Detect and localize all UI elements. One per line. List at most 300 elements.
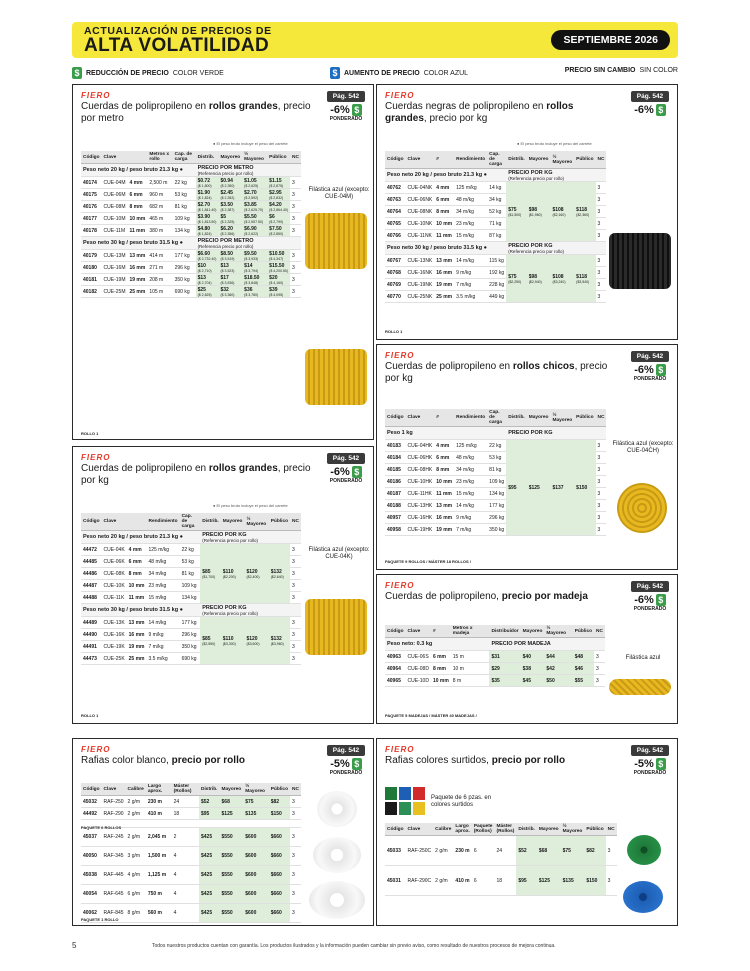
banner-title: ALTA VOLATILIDAD: [84, 35, 270, 56]
price-cell: $40: [521, 651, 545, 663]
product-key: RAF-445: [102, 866, 126, 885]
diameter: 4 mm: [434, 182, 454, 194]
product-code: 40181: [81, 274, 102, 286]
discount-badge: Pág. 542 -6% $ PONDERADO: [631, 351, 669, 382]
price-cell: $68: [220, 796, 244, 808]
price-cell: $68: [537, 836, 561, 866]
section-row: [385, 169, 606, 182]
yield: 125 m/kg: [454, 182, 487, 194]
price-cell: $15.50 ($ 4,200.50): [269, 262, 289, 273]
product-code: 40188: [385, 500, 406, 512]
nc-value: 3: [290, 592, 301, 604]
product-code: 40763: [385, 194, 406, 206]
product-key: RAF-290C: [406, 866, 434, 896]
panel-madeja: [376, 574, 678, 724]
product-code: 40054: [81, 885, 102, 904]
fiero-logo: FIERO: [385, 91, 415, 100]
panel-negras-rollos-grandes: [376, 84, 678, 340]
section-row: [385, 242, 606, 255]
diameter: 10 mm: [127, 213, 147, 225]
nc-value: 3: [290, 629, 301, 641]
diameter: 13 mm: [434, 500, 454, 512]
gauge: 3 g/m: [126, 847, 146, 866]
nc-value: 3: [290, 580, 301, 592]
product-code: 45031: [385, 866, 406, 896]
product-key: CUE-16M: [102, 262, 128, 274]
meters: 414 m: [147, 250, 172, 262]
color-swatches: [385, 787, 427, 817]
price-cell: $425: [199, 866, 220, 885]
nc-value: 3: [290, 641, 301, 653]
table-row: [81, 213, 301, 225]
product-caption: Filástica azul (excepto: CUE-04CH): [612, 441, 674, 454]
product-key: CUE-11K: [102, 592, 127, 604]
price-cell: $39 ($ 4,095): [267, 286, 290, 298]
yield: 9 m/kg: [454, 512, 487, 524]
green-dollar-icon: $: [656, 364, 666, 376]
table-row: [81, 796, 301, 808]
diameter: 16 mm: [434, 512, 454, 524]
product-code: 40964: [385, 663, 406, 675]
yield: 3.5 m/kg: [454, 291, 487, 303]
yield: 125 m/kg: [147, 544, 180, 556]
product-key: CUE-06NK: [406, 194, 435, 206]
yield: 14 m/kg: [454, 255, 487, 267]
nc-value: 3: [290, 653, 301, 665]
panel-rollos-grandes-kg: [72, 446, 374, 724]
gauge: 6 g/m: [126, 885, 146, 904]
price-cell: $125: [220, 808, 244, 820]
header-banner: [72, 22, 678, 58]
fiero-logo: FIERO: [81, 745, 111, 754]
diameter: 8 mm: [434, 206, 454, 218]
price-cell: $13 ($ 3,523): [218, 262, 242, 274]
price-cell: $45: [521, 675, 545, 687]
green-dollar-icon: $: [352, 758, 362, 770]
yield: 3.5 m/kg: [147, 653, 180, 665]
page-ref[interactable]: Pág. 542: [631, 91, 669, 102]
price-cell: $31: [489, 651, 520, 663]
master-qty: 4: [172, 847, 199, 866]
price-cell: $95: [199, 808, 220, 820]
product-key: CUE-10K: [102, 580, 127, 592]
nc-value: 3: [290, 828, 301, 847]
product-key: RAF-250C: [406, 836, 434, 866]
capacity: 177 kg: [180, 617, 201, 629]
product-code: 40963: [385, 651, 406, 663]
price-cell: $10 ($ 2,710): [196, 262, 219, 274]
product-key: CUE-19HK: [406, 524, 435, 536]
diameter: 19 mm: [434, 524, 454, 536]
green-dollar-icon: $: [352, 104, 362, 116]
product-key: CUE-10NK: [406, 218, 435, 230]
product-key: RAF-245: [102, 828, 126, 847]
product-key: CUE-08K: [102, 568, 127, 580]
capacity: 296 kg: [487, 512, 506, 524]
product-code: 40767: [385, 255, 406, 267]
capacity: 109 kg: [487, 476, 506, 488]
yield: 48 m/kg: [454, 194, 487, 206]
capacity: 134 kg: [180, 592, 201, 604]
panel-rafias-blanco: [72, 738, 374, 926]
table-row: [81, 189, 301, 201]
price-cell: $35: [489, 675, 520, 687]
nc-value: 3: [290, 885, 301, 904]
product-key: CUE-08D: [406, 663, 431, 675]
price-cell: $108 ($3,240): [550, 255, 574, 303]
price-table: Código Clave # Rendimiento Cap. de carga Distrib. Mayoreo ½ Mayoreo Público NC Peso 1 kg PRECIO POR KG 40183 CUE-04HK 4 mm 125 m/kg 22 kg $95 $125 $137 $150 3 40184 CUE-06HK 6 mm 48 m/kg 53 kg 3 40185 CUE-08HK 8 mm 34 m/kg 81 kg 3 40186 CUE-10HK 10 mm 23 m/kg 109 kg 3 40187 CUE-11HK 11 mm 15 m/kg 134 kg 3 40188 CUE-13HK 13 mm 14 m/kg 177 kg 3 40957 CUE-16HK 16 mm 9 m/kg 296 kg 3 40958 CUE-19HK 19 mm 7 m/kg 350 kg 3: [385, 409, 606, 536]
diameter: 10 mm: [434, 476, 454, 488]
product-code: 40178: [81, 225, 102, 237]
capacity: 81 kg: [173, 201, 196, 213]
page-ref[interactable]: Pág. 542: [327, 453, 365, 464]
capacity: 87 kg: [487, 230, 506, 242]
diameter: 19 mm: [127, 274, 147, 286]
gauge: 2 g/m: [433, 836, 453, 866]
master-qty: 4: [172, 904, 199, 923]
meters: 271 m: [147, 262, 172, 274]
yield: 15 m/kg: [147, 592, 180, 604]
price-table: Código Clave Calibre Largo aprox. Paquete (Rollos) Máster (Rollos) Distrib. Mayoreo ½ Mayoreo Público NC 45033 RAF-250C 2 g/m 230 m 6 24 $52 $68 $75 $82 3 45031 RAF-290C 2 g/m 410 m 6 18 $95 $125 $135 $150 3: [385, 823, 617, 896]
price-cell: $132 ($2,640): [269, 544, 290, 604]
diameter: 6 mm: [127, 556, 147, 568]
legend-increase: $ AUMENTO DE PRECIO COLOR AZUL: [330, 67, 468, 79]
product-code: 45032: [81, 796, 102, 808]
nc-value: 3: [596, 500, 607, 512]
table-row: [81, 847, 301, 866]
length: 750 m: [146, 885, 172, 904]
diameter: 13 mm: [127, 617, 147, 629]
price-cell: $48: [573, 651, 594, 663]
table-row: [385, 182, 606, 194]
product-key: RAF-250: [102, 796, 126, 808]
green-dollar-icon: $: [656, 758, 666, 770]
capacity: 296 kg: [180, 629, 201, 641]
price-cell: $1.90 ($ 1,824): [196, 189, 219, 201]
nc-value: 3: [596, 218, 607, 230]
nc-value: 3: [596, 476, 607, 488]
product-code: 44490: [81, 629, 102, 641]
master-qty: 18: [172, 808, 199, 820]
product-key: CUE-06HK: [406, 452, 435, 464]
page-ref[interactable]: Pág. 542: [631, 745, 669, 756]
yield: 7 m/kg: [454, 524, 487, 536]
discount-badge: Pág. 542 -6% $ PONDERADO: [327, 453, 365, 484]
black-rope-spool: [609, 233, 671, 289]
price-cell: $95: [516, 866, 537, 896]
product-code: 40965: [385, 675, 406, 687]
master-qty: 4: [172, 866, 199, 885]
nc-value: 3: [290, 544, 301, 556]
price-cell: $6.90 ($ 2,622): [242, 225, 267, 237]
product-key: CUE-10HK: [406, 476, 435, 488]
diameter: 8 mm: [431, 663, 451, 675]
price-cell: $2.95 ($ 2,832): [267, 189, 290, 201]
product-code: 44473: [81, 653, 102, 665]
diameter: 10 mm: [431, 675, 451, 687]
yield: 48 m/kg: [454, 452, 487, 464]
price-cell: $550: [220, 904, 244, 923]
price-table: Código Clave # Rendimiento Cap. de carga Distrib. Mayoreo ½ Mayoreo Público NC Peso neto 20 kg / peso bruto 21.3 kg ● PRECIO POR KG (Referencia precio por rollo) 40762 CUE-04NK 4 mm 125 m/kg 14 kg $75 ($1,500) $98 ($1,960) $108 ($2,160) $118 ($2,360) 3 40763 CUE-06NK 6 mm 48 m/kg 34 kg 3 40764 CUE-08NK 8 mm 34 m/kg 52 kg 3 40765 CUE-10NK 10 mm 23 m/kg 71 kg 3 40766 CUE-11NK 11 mm 15 m/kg 87 kg 3 Peso neto 30 kg / peso bruto 31.5 kg ● PRECIO POR KG (Referencia precio por rollo) 40767 CUE-13NK 13 mm 14 m/kg 115 kg $75 ($2,250) $98 ($2,940) $108 ($3,240) $118 ($3,540) 3 40768 CUE-16NK 16 mm 9 m/kg 192 kg 3 40769 CUE-19NK 19 mm 7 m/kg 228 kg 3 40770 CUE-25NK 25 mm 3.5 m/kg 449 kg 3: [385, 151, 606, 303]
product-code: 40768: [385, 267, 406, 279]
diameter: 25 mm: [127, 653, 147, 665]
meters: 15 m: [451, 651, 490, 663]
nc-value: 3: [596, 230, 607, 242]
product-code: 40957: [385, 512, 406, 524]
nc-value: 3: [290, 262, 301, 274]
table-row: [385, 255, 606, 267]
white-raffia-roll: [313, 837, 361, 873]
nc-value: 3: [290, 866, 301, 885]
diameter: 6 mm: [434, 452, 454, 464]
capacity: 81 kg: [180, 568, 201, 580]
price-table: Código Clave Rendimiento Cap. de carga Distrib. Mayoreo ½ Mayoreo Público NC Peso neto 20 kg / peso bruto 21.3 kg ● PRECIO POR KG (Referencia precio por rollo) 44472 CUE-04K 4 mm 125 m/kg 22 kg $85 ($1,700) $110 ($2,200) $120 ($2,400) $132 ($2,640) 3 44485 CUE-06K 6 mm 48 m/kg 53 kg 3 44486 CUE-08K 8 mm 34 m/kg 81 kg 3 44487 CUE-10K 10 mm 23 m/kg 109 kg 3 44488 CUE-11K 11 mm 15 m/kg 134 kg 3 Peso neto 30 kg / peso bruto 31.5 kg ● PRECIO POR KG (Referencia precio por rollo) 44489 CUE-13K 13 mm 14 m/kg 177 kg $85 ($2,550) $110 ($3,300) $120 ($3,600) $132 ($3,960) 3 44490 CUE-16K 16 mm 9 m/kg 296 kg 3 44491 CUE-19K 19 mm 7 m/kg 350 kg 3 44473 CUE-25K 25 mm 3.5 m/kg 690 kg 3: [81, 513, 301, 665]
price-cell: $600: [243, 828, 268, 847]
yield: 14 m/kg: [454, 500, 487, 512]
diameter: 6 mm: [127, 189, 147, 201]
discount-badge: Pág. 542 -6% $ PONDERADO: [631, 581, 669, 612]
panel-title: Cuerdas de polipropileno en rollos chicos, precio por kg: [385, 361, 608, 384]
nc-value: 3: [290, 617, 301, 629]
product-code: 40764: [385, 206, 406, 218]
diameter: 6 mm: [431, 651, 451, 663]
diameter: 8 mm: [434, 464, 454, 476]
product-code: 40050: [81, 847, 102, 866]
section-label: Peso neto 30 kg / peso bruto 31.5 kg ●: [81, 237, 196, 250]
nc-value: 3: [290, 225, 301, 237]
white-raffia-roll: [317, 791, 357, 827]
price-cell: $425: [199, 847, 220, 866]
product-key: CUE-04NK: [406, 182, 435, 194]
white-raffia-roll: [309, 881, 365, 919]
capacity: 53 kg: [487, 452, 506, 464]
nc-value: 3: [596, 524, 607, 536]
nc-value: 3: [596, 206, 607, 218]
page-ref[interactable]: Pág. 542: [327, 745, 365, 756]
diameter: 16 mm: [127, 629, 147, 641]
price-cell: $10.50 ($ 4,347): [267, 250, 290, 262]
section-label: Peso neto 20 kg / peso bruto 21.3 kg ●: [81, 164, 196, 177]
product-code: 44489: [81, 617, 102, 629]
price-cell: $120 ($2,400): [244, 544, 268, 604]
price-cell: $1.15 ($ 2,875): [267, 177, 290, 189]
fiero-logo: FIERO: [385, 351, 415, 360]
price-cell: $550: [220, 885, 244, 904]
length: 230 m: [146, 796, 172, 808]
yield: 34 m/kg: [454, 206, 487, 218]
page-ref[interactable]: Pág. 542: [327, 91, 365, 102]
price-cell: $118 ($2,360): [574, 182, 595, 242]
table-row: [385, 651, 605, 663]
nc-value: 3: [596, 464, 607, 476]
table-row: [385, 866, 617, 896]
diameter: 6 mm: [434, 194, 454, 206]
table-row: [81, 286, 301, 298]
capacity: 449 kg: [487, 291, 506, 303]
yield: 125 m/kg: [454, 440, 487, 452]
price-cell: $52: [516, 836, 537, 866]
price-cell: $660: [269, 904, 290, 923]
nc-value: 3: [596, 488, 607, 500]
price-cell: $425: [199, 904, 220, 923]
meters: 8 m: [451, 675, 490, 687]
rope-skein: [609, 679, 671, 695]
pack-info: PAQUETE 1 ROLLO: [81, 917, 119, 922]
yellow-rope-spool: [305, 213, 367, 269]
product-code: 40179: [81, 250, 102, 262]
diameter: 13 mm: [127, 250, 147, 262]
product-code: 45037: [81, 828, 102, 847]
product-key: CUE-16NK: [406, 267, 435, 279]
product-key: CUE-06S: [406, 651, 431, 663]
capacity: 22 kg: [180, 544, 201, 556]
product-key: RAF-845: [102, 904, 126, 923]
table-row: [81, 828, 301, 847]
price-cell: $25 ($ 2,625): [196, 286, 219, 298]
footer-disclaimer: Todos nuestros productos cuentan con garantía. Los productos ilustrados y la información pueden cambiar sin previo aviso, como resultado de nuestros procesos de mejora continua.: [152, 943, 556, 949]
gauge: 2 g/m: [126, 796, 146, 808]
product-code: 44488: [81, 592, 102, 604]
yellow-rope-coil: [617, 483, 667, 533]
nc-value: 3: [606, 836, 617, 866]
capacity: 228 kg: [487, 279, 506, 291]
yield: 9 m/kg: [147, 629, 180, 641]
price-cell: $0.72 ($ 1,800): [196, 177, 219, 189]
green-dollar-icon: $: [72, 67, 82, 79]
nc-value: 3: [290, 250, 301, 262]
product-key: CUE-06K: [102, 556, 127, 568]
price-type-label: PRECIO POR METRO (Referencia precio por rollo): [196, 164, 301, 177]
nc-value: 3: [596, 182, 607, 194]
price-cell: $82: [269, 796, 290, 808]
fiero-logo: FIERO: [385, 745, 415, 754]
price-cell: $55: [573, 675, 594, 687]
diameter: 8 mm: [127, 568, 147, 580]
length: 1,500 m: [146, 847, 172, 866]
product-key: CUE-11M: [102, 225, 128, 237]
capacity: 14 kg: [487, 182, 506, 194]
price-cell: $2.70 ($ 2,592): [242, 189, 267, 201]
package-qty: 6: [472, 866, 495, 896]
nc-value: 3: [594, 651, 605, 663]
price-cell: $132 ($3,960): [269, 617, 290, 665]
green-raffia-roll: [627, 835, 661, 865]
product-key: CUE-13NK: [406, 255, 435, 267]
section-label: Peso neto 30 kg / peso bruto 31.5 kg ●: [385, 242, 506, 255]
meters: 208 m: [147, 274, 172, 286]
nc-value: 3: [290, 808, 301, 820]
discount-badge: Pág. 542 -5% $ PONDERADO: [631, 745, 669, 776]
price-cell: $7.50 ($ 2,850): [267, 225, 290, 237]
price-cell: $75: [243, 796, 268, 808]
price-cell: $0.94 ($ 2,350): [218, 177, 242, 189]
yellow-rope-spool: [305, 349, 367, 405]
product-key: CUE-25M: [102, 286, 128, 298]
diameter: 11 mm: [127, 225, 147, 237]
price-cell: $550: [220, 866, 244, 885]
length: 560 m: [146, 904, 172, 923]
product-code: 44486: [81, 568, 102, 580]
price-cell: $9.50 ($ 3,933): [242, 250, 267, 262]
product-key: CUE-04HK: [406, 440, 435, 452]
price-cell: $82: [584, 836, 605, 866]
price-cell: $660: [269, 847, 290, 866]
price-cell: $3.50 ($ 2,387): [218, 201, 242, 213]
table-row: [81, 885, 301, 904]
pack-info: ROLLO 1: [81, 713, 99, 718]
nc-value: 3: [596, 452, 607, 464]
price-cell: $50: [544, 675, 572, 687]
panel-title: Cuerdas de polipropileno en rollos grandes, precio por kg: [81, 463, 311, 486]
meters: 465 m: [147, 213, 172, 225]
price-cell: $150: [574, 440, 595, 536]
price-cell: $150: [584, 866, 605, 896]
price-cell: $3.85 ($ 2,625.70): [242, 201, 267, 213]
nc-value: 3: [290, 556, 301, 568]
price-type-label: PRECIO POR KG (Referencia precio por rollo): [200, 531, 301, 544]
product-code: 40180: [81, 262, 102, 274]
capacity: 53 kg: [180, 556, 201, 568]
product-code: 40183: [385, 440, 406, 452]
nc-value: 3: [594, 675, 605, 687]
product-key: CUE-13K: [102, 617, 127, 629]
discount-badge: Pág. 542 -6% $: [631, 91, 669, 116]
capacity: 134 kg: [173, 225, 196, 237]
nc-value: 3: [290, 274, 301, 286]
panel-title: Cuerdas de polipropileno en rollos grandes, precio por metro: [81, 101, 311, 124]
yield: 14 m/kg: [147, 617, 180, 629]
yield: 23 m/kg: [454, 476, 487, 488]
price-cell: $425: [199, 828, 220, 847]
product-key: CUE-11HK: [406, 488, 435, 500]
yield: 15 m/kg: [454, 230, 487, 242]
diameter: 10 mm: [434, 218, 454, 230]
table-row: [81, 866, 301, 885]
diameter: 19 mm: [434, 279, 454, 291]
meters: 105 m: [147, 286, 172, 298]
nc-value: 3: [596, 194, 607, 206]
price-cell: $42: [544, 663, 572, 675]
price-type-label: PRECIO POR KG (Referencia precio por rollo): [506, 242, 606, 255]
price-cell: $4.80 ($ 1,824): [196, 225, 219, 237]
capacity: 350 kg: [173, 274, 196, 286]
price-cell: $20 ($ 4,160): [267, 274, 290, 286]
price-cell: $17 ($ 3,536): [218, 274, 242, 286]
price-cell: $44: [544, 651, 572, 663]
price-cell: $14 ($ 3,794): [242, 262, 267, 274]
pack-caption: Paquete de 6 pzas. en colores surtidos: [431, 795, 492, 808]
section-row: [81, 531, 301, 544]
price-cell: $98 ($1,960): [527, 182, 551, 242]
page-ref[interactable]: Pág. 542: [631, 581, 669, 592]
product-key: CUE-10D: [406, 675, 431, 687]
product-code: 44485: [81, 556, 102, 568]
page-ref[interactable]: Pág. 542: [631, 351, 669, 362]
table-row: [81, 177, 301, 189]
nc-value: 3: [290, 904, 301, 923]
panel-title: Cuerdas de polipropileno, precio por madeja: [385, 591, 588, 602]
discount-badge: Pág. 542 -5% $ PONDERADO: [327, 745, 365, 776]
price-cell: $600: [243, 885, 268, 904]
product-key: CUE-08M: [102, 201, 128, 213]
price-cell: $600: [243, 904, 268, 923]
meters: 682 m: [147, 201, 172, 213]
table-row: [81, 808, 301, 820]
product-key: CUE-04M: [102, 177, 128, 189]
product-code: 40958: [385, 524, 406, 536]
price-type-label: PRECIO POR KG (Referencia precio por rollo): [506, 169, 606, 182]
product-key: CUE-19M: [102, 274, 128, 286]
